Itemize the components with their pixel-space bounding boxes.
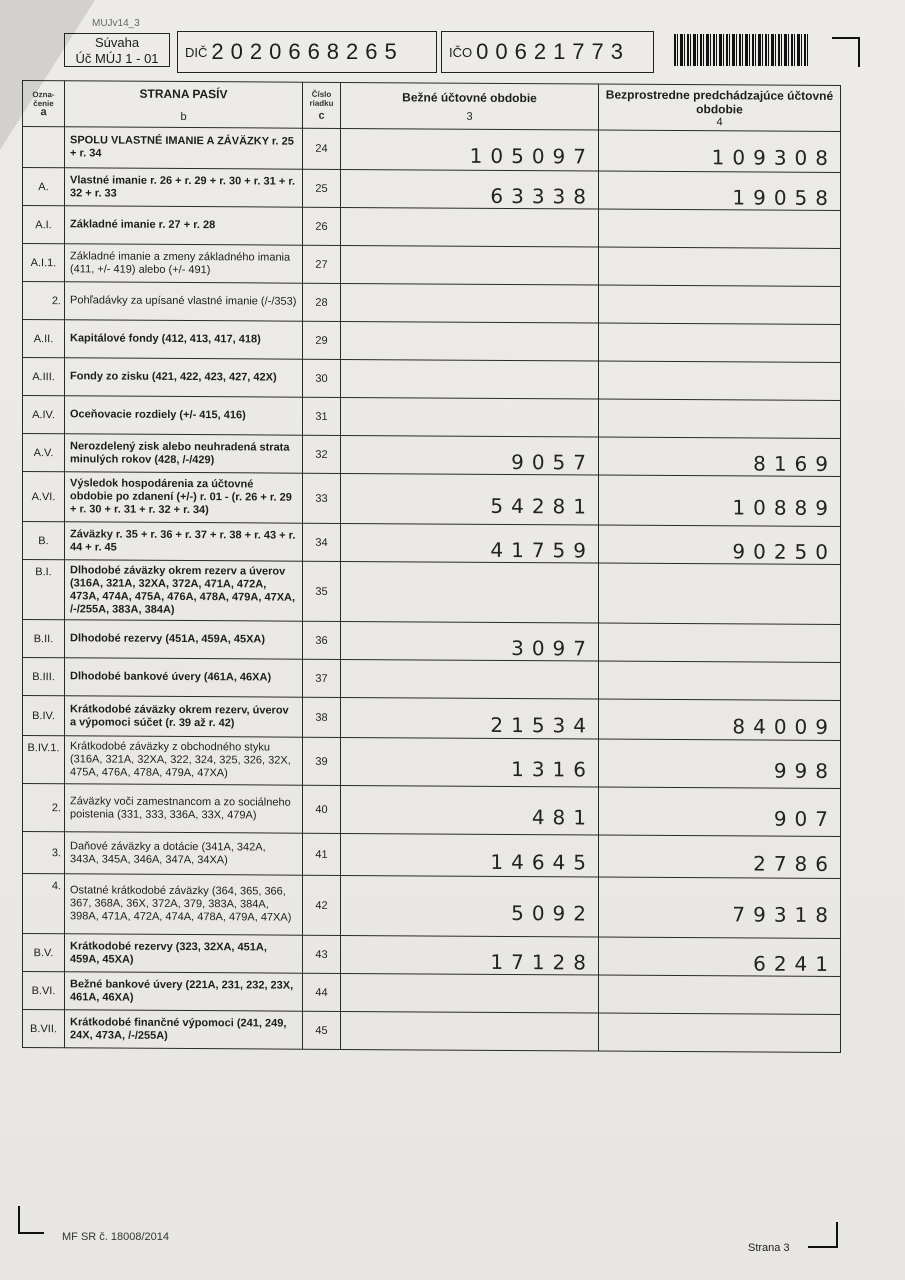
table-row: 2. Pohľadávky za upísané vlastné imanie (/-/353) 28 xyxy=(23,282,841,325)
previous-value xyxy=(599,661,841,700)
current-value xyxy=(341,207,599,247)
dic-box xyxy=(177,31,437,73)
previous-value xyxy=(599,1013,841,1052)
table-row: B.IV. Krátkodobé záväzky okrem rezerv, úverov a výpomoci súčet (r. 39 až r. 42) 38 21534 84009 xyxy=(23,696,841,741)
corner-mark-top-right xyxy=(832,37,860,67)
ico-box xyxy=(441,31,654,73)
table-row: B.I. Dlhodobé záväzky okrem rezerv a úverov (316A, 321A, 32XA, 372A, 471A, 472A, 473A, 474A, 475A, 476A, 478A, 479A, 47XA, /-/255A, 383A, 384A) 35 xyxy=(23,560,841,625)
current-value: 3097 xyxy=(341,621,599,661)
form-code: MUJv14_3 xyxy=(92,18,140,29)
table-row: B.IV.1. Krátkodobé záväzky z obchodného styku (316A, 321A, 32XA, 322, 324, 325, 326, 32X, 475A, 476A, 478A, 479A, 47XA) 39 1316 998 xyxy=(23,736,841,789)
current-value: 41759 xyxy=(341,523,599,563)
previous-value: 6241 xyxy=(599,937,841,976)
current-value xyxy=(341,561,599,623)
current-value: 17128 xyxy=(341,935,599,975)
current-value xyxy=(341,321,599,361)
current-value: 481 xyxy=(341,785,599,835)
liabilities-table xyxy=(22,80,841,1053)
table-row: B.III. Dlhodobé bankové úvery (461A, 46XA) 37 xyxy=(23,658,841,701)
table-row: A.I. Základné imanie r. 27 + r. 28 26 xyxy=(23,206,841,249)
table-row: A.VI. Výsledok hospodárenia za účtovné obdobie po zdanení (+/-) r. 01 - (r. 26 + r. 29 + r. 30 + r. 31 + r. 32 + r. 34) 33 54281 10889 xyxy=(23,472,841,527)
table-row: 3. Daňové záväzky a dotácie (341A, 342A, 343A, 345A, 346A, 347A, 34XA) 41 14645 2786 xyxy=(23,832,841,879)
previous-value: 84009 xyxy=(599,699,841,740)
sheet-id: Úč MÚJ 1 - 01 xyxy=(75,51,159,66)
col-header-current-period: Bežné účtovné obdobie 3 xyxy=(341,82,599,130)
previous-value xyxy=(599,399,841,438)
previous-value: 90250 xyxy=(599,525,841,564)
table-row: B.V. Krátkodobé rezervy (323, 32XA, 451A, 459A, 45XA) 43 17128 6241 xyxy=(23,934,841,977)
current-value: 5092 xyxy=(341,875,599,937)
corner-mark-bottom-left xyxy=(18,1206,44,1234)
previous-value xyxy=(599,247,841,286)
col-header-description: STRANA PASÍV b xyxy=(65,81,303,128)
table-row: B.VII. Krátkodobé finančné výpomoci (241, 249, 24X, 473A, /-/255A) 45 xyxy=(23,1010,841,1053)
previous-value xyxy=(599,563,841,624)
previous-value xyxy=(599,623,841,662)
previous-value xyxy=(599,209,841,248)
page-number: Strana 3 xyxy=(748,1242,790,1254)
current-value xyxy=(341,283,599,323)
current-value xyxy=(341,359,599,399)
current-value xyxy=(341,245,599,285)
current-value: 105097 xyxy=(341,128,599,171)
previous-value: 19058 xyxy=(599,171,841,210)
current-value xyxy=(341,973,599,1013)
table-row: A.V. Nerozdelený zisk alebo neuhradená strata minulých rokov (428, /-/429) 32 9057 8169 xyxy=(23,434,841,477)
table-row: B.VI. Bežné bankové úvery (221A, 231, 232, 23X, 461A, 46XA) 44 xyxy=(23,972,841,1015)
table-row: 4. Ostatné krátkodobé záväzky (364, 365, 366, 367, 368A, 36X, 372A, 379, 383A, 384A, 398A, 471A, 472A, 474A, 478A, 479A, 47XA) 42 5092 79318 xyxy=(23,874,841,939)
dic-value: 2020668265 xyxy=(211,39,404,64)
table-row: 2. Záväzky voči zamestnancom a zo sociálneho poistenia (331, 333, 336A, 33X, 479A) 40 481 907 xyxy=(23,784,841,837)
previous-value: 79318 xyxy=(599,877,841,938)
current-value: 14645 xyxy=(341,833,599,877)
previous-value: 907 xyxy=(599,787,841,836)
current-value: 9057 xyxy=(341,435,599,475)
barcode xyxy=(674,34,808,66)
previous-value: 8169 xyxy=(599,437,841,476)
regulation-number: MF SR č. 18008/2014 xyxy=(62,1231,170,1243)
current-value: 1316 xyxy=(341,737,599,787)
col-header-previous-period: Bezprostredne predchádzajúce účtovné obdobie 4 xyxy=(599,84,841,131)
previous-value xyxy=(599,975,841,1014)
previous-value: 109308 xyxy=(599,130,841,172)
dic-label: DIČ xyxy=(185,44,208,60)
current-value: 54281 xyxy=(341,473,599,525)
ico-value: 00621773 xyxy=(476,39,631,64)
previous-value: 998 xyxy=(599,739,841,788)
col-header-row-number: Číslo riadku c xyxy=(303,82,341,128)
table-row: B.II. Dlhodobé rezervy (451A, 459A, 45XA) 36 3097 xyxy=(23,620,841,663)
table-row: A.IV. Oceňovacie rozdiely (+/- 415, 416) 31 xyxy=(23,396,841,439)
table-row: A.II. Kapitálové fondy (412, 413, 417, 418) 29 xyxy=(23,320,841,363)
col-header-code: Ozna-čenie a xyxy=(23,81,65,127)
table-header-row xyxy=(23,81,841,132)
current-value: 63338 xyxy=(341,169,599,209)
current-value xyxy=(341,397,599,437)
current-value xyxy=(341,1011,599,1051)
table-row: A.III. Fondy zo zisku (421, 422, 423, 427, 42X) 30 xyxy=(23,358,841,401)
corner-mark-bottom-right xyxy=(808,1222,838,1248)
sheet-name: Súvaha xyxy=(94,35,140,50)
table-row: SPOLU VLASTNÉ IMANIE A ZÁVÄZKY r. 25 + r. 34 24 105097 109308 xyxy=(23,127,841,173)
previous-value: 2786 xyxy=(599,835,841,878)
previous-value xyxy=(599,285,841,324)
current-value: 21534 xyxy=(341,697,599,739)
current-value xyxy=(341,659,599,699)
ico-label: IČO xyxy=(449,44,473,60)
sheet-label-box xyxy=(64,33,170,67)
table-row: A. Vlastné imanie r. 26 + r. 29 + r. 30 + r. 31 + r. 32 + r. 33 25 63338 19058 xyxy=(23,168,841,211)
previous-value xyxy=(599,361,841,400)
table-row: A.I.1. Základné imanie a zmeny základného imania (411, +/- 419) alebo (+/- 491) 27 xyxy=(23,244,841,287)
previous-value xyxy=(599,323,841,362)
previous-value: 10889 xyxy=(599,475,841,526)
table-row: B. Záväzky r. 35 + r. 36 + r. 37 + r. 38 + r. 43 + r. 44 + r. 45 34 41759 90250 xyxy=(23,522,841,565)
